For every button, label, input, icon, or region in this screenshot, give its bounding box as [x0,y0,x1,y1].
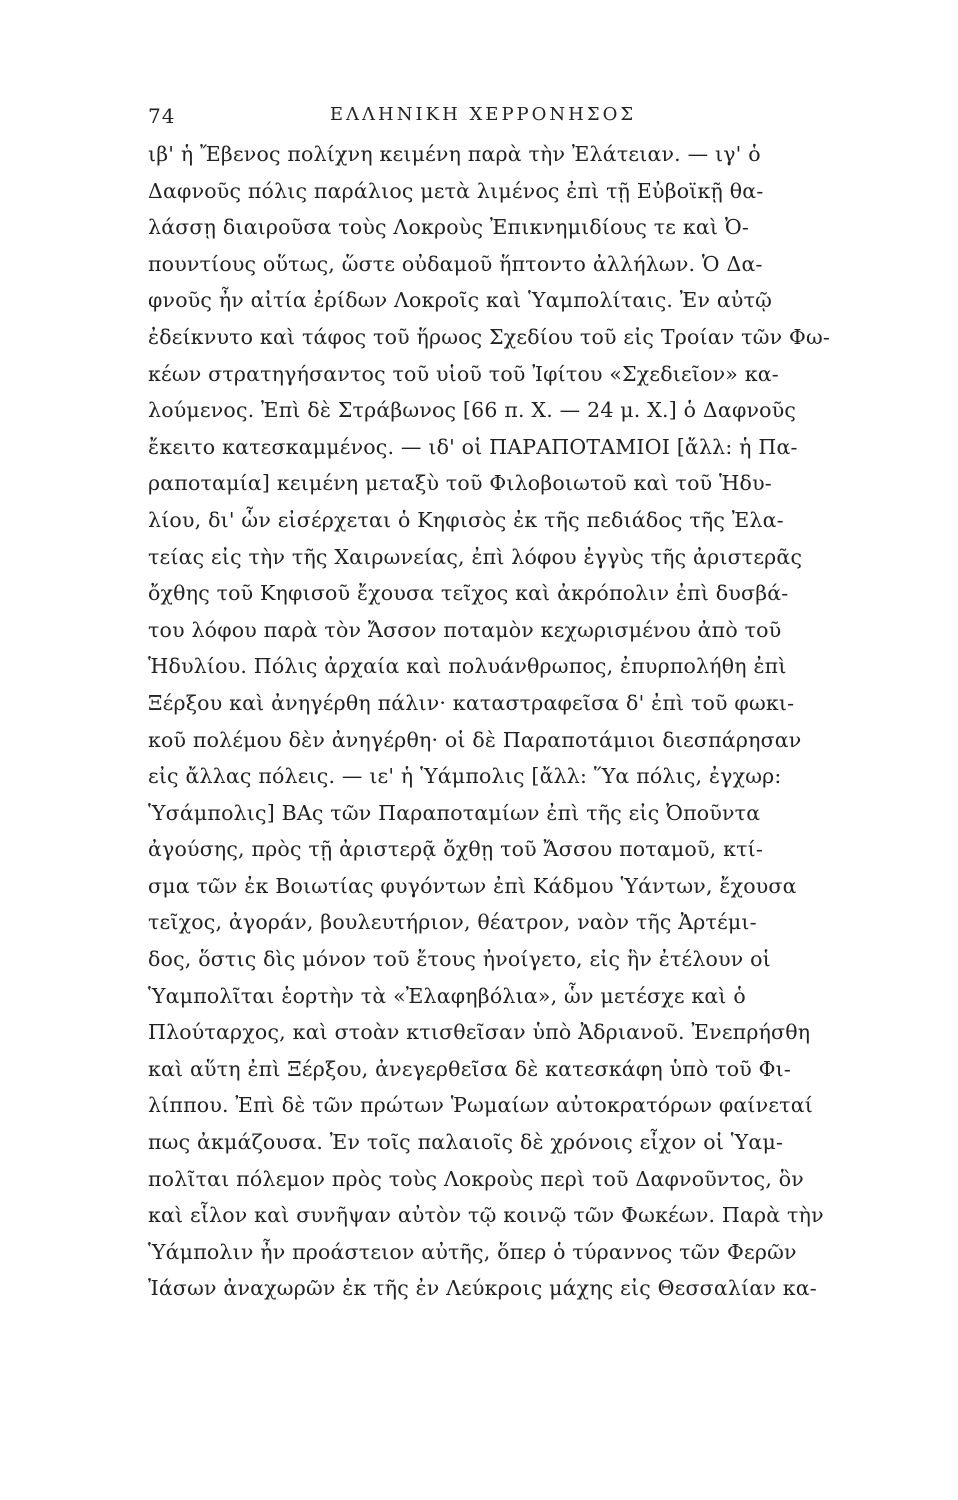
text-line: Ὑαμπολῖται ἑορτὴν τὰ «Ἐλαφηβόλια», ὧν μετέσχε καὶ ὁ [148,983,746,1008]
running-title: ΕΛΛΗΝΙΚΗ ΧΕΡΡΟΝΗΣΟΣ [329,104,637,125]
text-line: Ἰάσων ἀναχωρῶν ἐκ τῆς ἐν Λεύκροις μάχης εἰς Θεσσαλίαν κα- [148,1276,817,1301]
page-header [148,104,818,134]
text-line: Ξέρξου καὶ ἀνηγέρθη πάλιν· καταστραφεῖσα δ' ἐπὶ τοῦ φωκι- [148,690,795,715]
text-line: σμα τῶν ἐκ Βοιωτίας φυγόντων ἐπὶ Κάδμου Ὑάντων, ἔχουσα [148,873,797,898]
body-text [148,136,838,1307]
text-line: λίππου. Ἐπὶ δὲ τῶν πρώτων Ῥωμαίων αὐτοκρατόρων φαίνεταί [148,1093,813,1118]
text-line: φνοῦς ἦν αἰτία ἐρίδων Λοκροῖς καὶ Ὑαμπολίταις. Ἐν αὐτῷ [148,288,773,313]
text-line: Δαφνοῦς πόλις παράλιος μετὰ λιμένος ἐπὶ τῇ Εὐβοϊκῇ θα- [148,178,764,203]
text-line: ὄχθης τοῦ Κηφισοῦ ἔχουσα τεῖχος καὶ ἀκρόπολιν ἐπὶ δυσβά- [148,581,789,606]
text-line: πουντίους οὕτως, ὥστε οὐδαμοῦ ἥπτοντο ἀλλήλων. Ὁ Δα- [148,251,763,276]
page-number: 74 [148,104,176,128]
text-line: τεῖχος, ἀγοράν, βουλευτήριον, θέατρον, ναὸν τῆς Ἀρτέμι- [148,910,757,935]
text-line: κέων στρατηγήσαντος τοῦ υἱοῦ τοῦ Ἰφίτου «Σχεδιεῖον» κα- [148,361,779,386]
text-line: πως ἀκμάζουσα. Ἐν τοῖς παλαιοῖς δὲ χρόνοις εἶχον οἱ Ὑαμ- [148,1130,784,1155]
text-line: εἰς ἄλλας πόλεις. — ιε' ἡ Ὑάμπολις [ἄλλ: Ὕα πόλις, ἐγχωρ: [148,764,782,789]
text-line: λούμενος. Ἐπὶ δὲ Στράβωνος [66 π. Χ. — 24 μ. Χ.] ὁ Δαφνοῦς [148,398,797,423]
text-line: λάσσῃ διαιροῦσα τοὺς Λοκροὺς Ἐπικνημιδίους τε καὶ Ὀ- [148,215,749,240]
text-line: Πλούταρχος, καὶ στοὰν κτισθεῖσαν ὑπὸ Ἀδριανοῦ. Ἐνεπρήσθη [148,1020,811,1045]
text-line: ραποταμία] κειμένη μεταξὺ τοῦ Φιλοβοιωτοῦ καὶ τοῦ Ἡδυ- [148,471,772,496]
text-line: Ὑάμπολιν ἦν προάστειον αὐτῆς, ὅπερ ὁ τύραννος τῶν Φερῶν [148,1239,797,1264]
text-line: πολῖται πόλεμον πρὸς τοὺς Λοκροὺς περὶ τοῦ Δαφνοῦντος, ὃν [148,1166,804,1191]
text-line: καὶ εἷλον καὶ συνῆψαν αὐτὸν τῷ κοινῷ τῶν Φωκέων. Παρὰ τὴν [148,1203,824,1228]
text-line: ἀγούσης, πρὸς τῇ ἀριστερᾷ ὄχθῃ τοῦ Ἄσσου ποταμοῦ, κτί- [148,837,763,862]
text-line: Ὑσάμπολις] ΒΑς τῶν Παραποταμίων ἐπὶ τῆς εἰς Ὀποῦντα [148,800,761,825]
text-line: Ἡδυλίου. Πόλις ἀρχαία καὶ πολυάνθρωπος, ἐπυρπολήθη ἐπὶ [148,654,787,679]
text-line: κοῦ πολέμου δὲν ἀνηγέρθη· οἱ δὲ Παραποτάμιοι διεσπάρησαν [148,727,802,752]
text-line: λίου, δι' ὧν εἰσέρχεται ὁ Κηφισὸς ἐκ τῆς πεδιάδος τῆς Ἐλα- [148,507,784,532]
text-line: ἐδείκνυτο καὶ τάφος τοῦ ἥρωος Σχεδίου τοῦ εἰς Τροίαν τῶν Φω- [148,324,831,349]
text-line: ιβ' ἡ Ἔβενος πολίχνη κειμένη παρὰ τὴν Ἐλάτειαν. — ιγ' ὁ [148,142,761,166]
text-line: ἔκειτο κατεσκαμμένος. — ιδ' οἱ ΠΑΡΑΠΟΤΑΜΙΟΙ [ἄλλ: ἡ Πα- [148,434,798,459]
text-line: δος, ὅστις δὶς μόνον τοῦ ἔτους ἠνοίγετο, εἰς ἣν ἐτέλουν οἱ [148,947,771,972]
text-line: τείας εἰς τὴν τῆς Χαιρωνείας, ἐπὶ λόφου ἐγγὺς τῆς ἀριστερᾶς [148,544,803,569]
text-line: καὶ αὕτη ἐπὶ Ξέρξου, ἀνεγερθεῖσα δὲ κατεσκάφη ὑπὸ τοῦ Φι- [148,1056,792,1081]
text-line: του λόφου παρὰ τὸν Ἄσσον ποταμὸν κεχωρισμένου ἀπὸ τοῦ [148,617,782,642]
